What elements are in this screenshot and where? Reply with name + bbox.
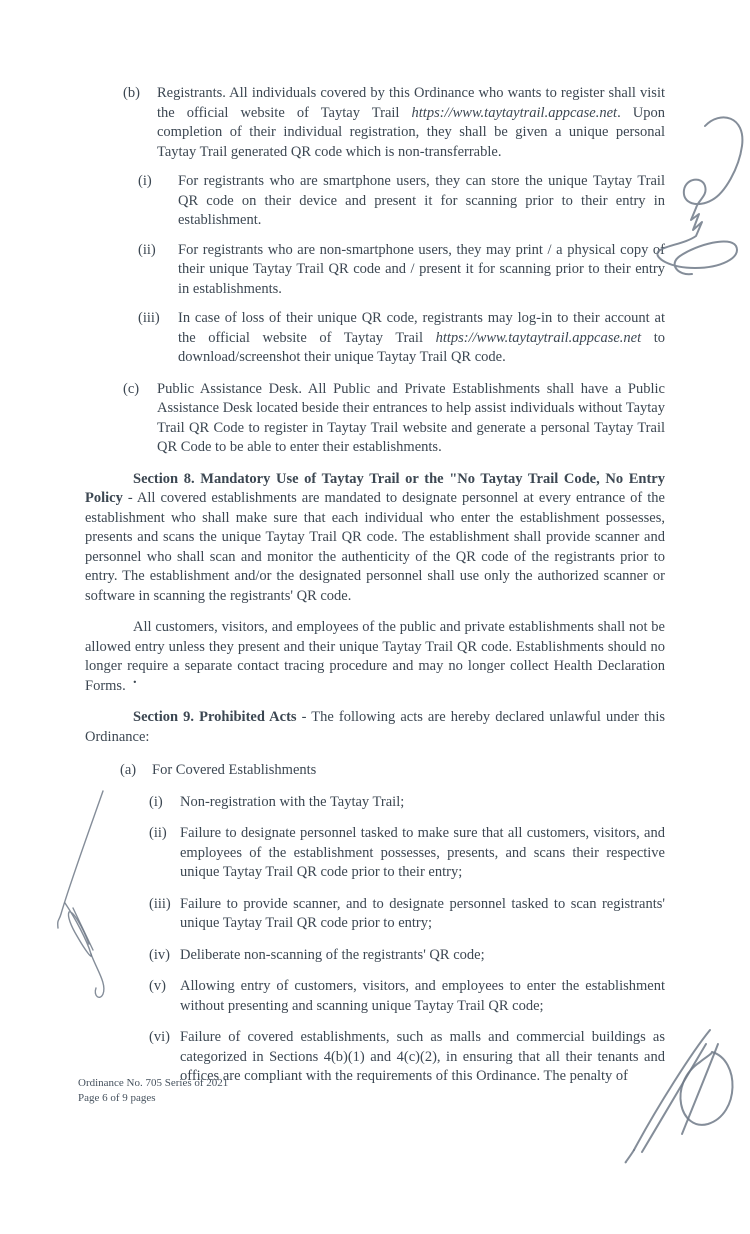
list-item-b-i: [85, 172, 665, 231]
list-item-text: Deliberate non-scanning of the registrants' QR code;: [180, 946, 485, 963]
list-item-text: Failure to designate personnel tasked to make sure that all customers, visitors, and employees of the establishment possesses, presents, and scans their respective unique Taytay Trail QR code prior to their entry;: [180, 825, 665, 880]
list-item-text: Public Assistance Desk. All Public and Private Establishments shall have a Public Assistance Desk located beside their entrances to help assist individuals without Taytay Trail QR Code to register in Taytay Trail website and generate a personal Taytay Trail QR Code to be able to enter their establishments.: [157, 380, 665, 455]
list-marker: (vi): [149, 1029, 170, 1045]
list-marker: (c): [123, 380, 140, 397]
list-item-text: Failure to provide scanner, and to designate personnel tasked to scan registrants' unique Taytay Trail QR code prior to entry;: [180, 895, 665, 931]
page-footer: [78, 1076, 228, 1105]
section-8-body: - All covered establishments are mandated to designate personnel at every entrance of the establishment who shall make sure that each individual who enter the establishment possesses, presents and scans the unique Taytay Trail QR code. The establishment shall provide scanner and personnel who shall scan and monitor the authenticity of the QR code of the registrants prior to entry. The establishment and/or the designated personnel shall use only the authorized scanner or software in scanning the registrants' QR code.: [85, 490, 665, 604]
list-marker: (a): [120, 762, 137, 778]
list-item-text: Failure of covered establishments, such as malls and commercial buildings as categorized in Sections 4(b)(1) and 4(c)(2), in ensuring that all their tenants and offices are compliant with the requirements of this Ordinance. The penalty of: [180, 1029, 665, 1084]
list-item-text: For registrants who are non-smartphone users, they may print / a physical copy of their unique Taytay Trail QR code and / present it for scanning prior to their entry in establishments.: [178, 241, 665, 297]
section-9-body: - The following acts are hereby declared unlawful under this Ordinance:: [85, 709, 666, 745]
list-item-b-ii: [85, 241, 665, 300]
list-item-text: [178, 309, 665, 368]
footer-page-number: Page 6 of 9 pages: [78, 1091, 156, 1104]
list-item-text: Non-registration with the Taytay Trail;: [180, 793, 405, 810]
list-item-b: [85, 84, 665, 162]
list-item-text: [157, 84, 665, 162]
list-item-text: For Covered Establishments: [152, 762, 317, 778]
list-item-text: Allowing entry of customers, visitors, and employees to enter the establishment without presenting and scanning unique Taytay Trail QR code;: [180, 978, 665, 1014]
text-run: to download/screenshot their unique Taytay Trail QR code.: [178, 329, 665, 365]
stray-ink-dot: .: [133, 671, 137, 687]
text-run: In case of loss of their unique QR code, registrants may log-in to their account at the official website of Taytay Trail: [178, 310, 665, 346]
section-8-heading: Section 8. Mandatory Use of Taytay Trail or the "No Taytay Trail Code, No Entry Policy: [85, 470, 665, 506]
text-run: Registrants. All individuals covered by this Ordinance who wants to register shall visit the official website of Taytay Trail: [157, 85, 665, 121]
list-marker: (ii): [149, 825, 167, 841]
list-item-b-iii: [85, 309, 665, 368]
section-8-paragraph: [85, 470, 665, 607]
list-marker: (i): [149, 793, 163, 810]
footer-ordinance-number: Ordinance No. 705 Series of 2021: [78, 1077, 229, 1089]
list-marker: (b): [123, 85, 140, 101]
prohibited-act-v: [85, 977, 665, 1016]
paragraph-customers: All customers, visitors, and employees of the public and private establishments shall not be allowed entry unless they present and their unique Taytay Trail QR code. Establishments should no longer require a separate contact tracing procedure and may no longer collect Health Declaration Forms.: [85, 619, 665, 694]
list-item-c: [85, 380, 665, 458]
list-marker: (v): [149, 978, 166, 994]
website-url: https://www.taytaytrail.appcase.net: [411, 104, 618, 121]
text-run: . Upon completion of their individual registration, they shall be given a unique personal Taytay Trail generated QR code which is non-transferrable.: [157, 104, 665, 160]
section-9-heading: Section 9. Prohibited Acts: [133, 709, 297, 725]
prohibited-act-iii: [85, 895, 665, 934]
prohibited-act-ii: [85, 824, 665, 883]
list-marker: (iii): [149, 895, 171, 912]
list-item-a: [85, 761, 665, 781]
list-marker: (iv): [149, 946, 170, 963]
website-url: https://www.taytaytrail.appcase.net: [435, 329, 642, 346]
signature-mark-top-right: [650, 108, 750, 283]
list-item-text: For registrants who are smartphone users, they can store the unique Taytay Trail QR code on their device and present it for scanning prior to their entry in establishment.: [178, 173, 665, 228]
list-marker: (iii): [138, 310, 160, 326]
list-marker: (ii): [138, 241, 156, 258]
document-body: [85, 84, 665, 1087]
prohibited-act-iv: [85, 946, 665, 966]
list-marker: (i): [138, 173, 152, 189]
section-9-paragraph: [85, 708, 665, 747]
prohibited-act-i: [85, 793, 665, 813]
